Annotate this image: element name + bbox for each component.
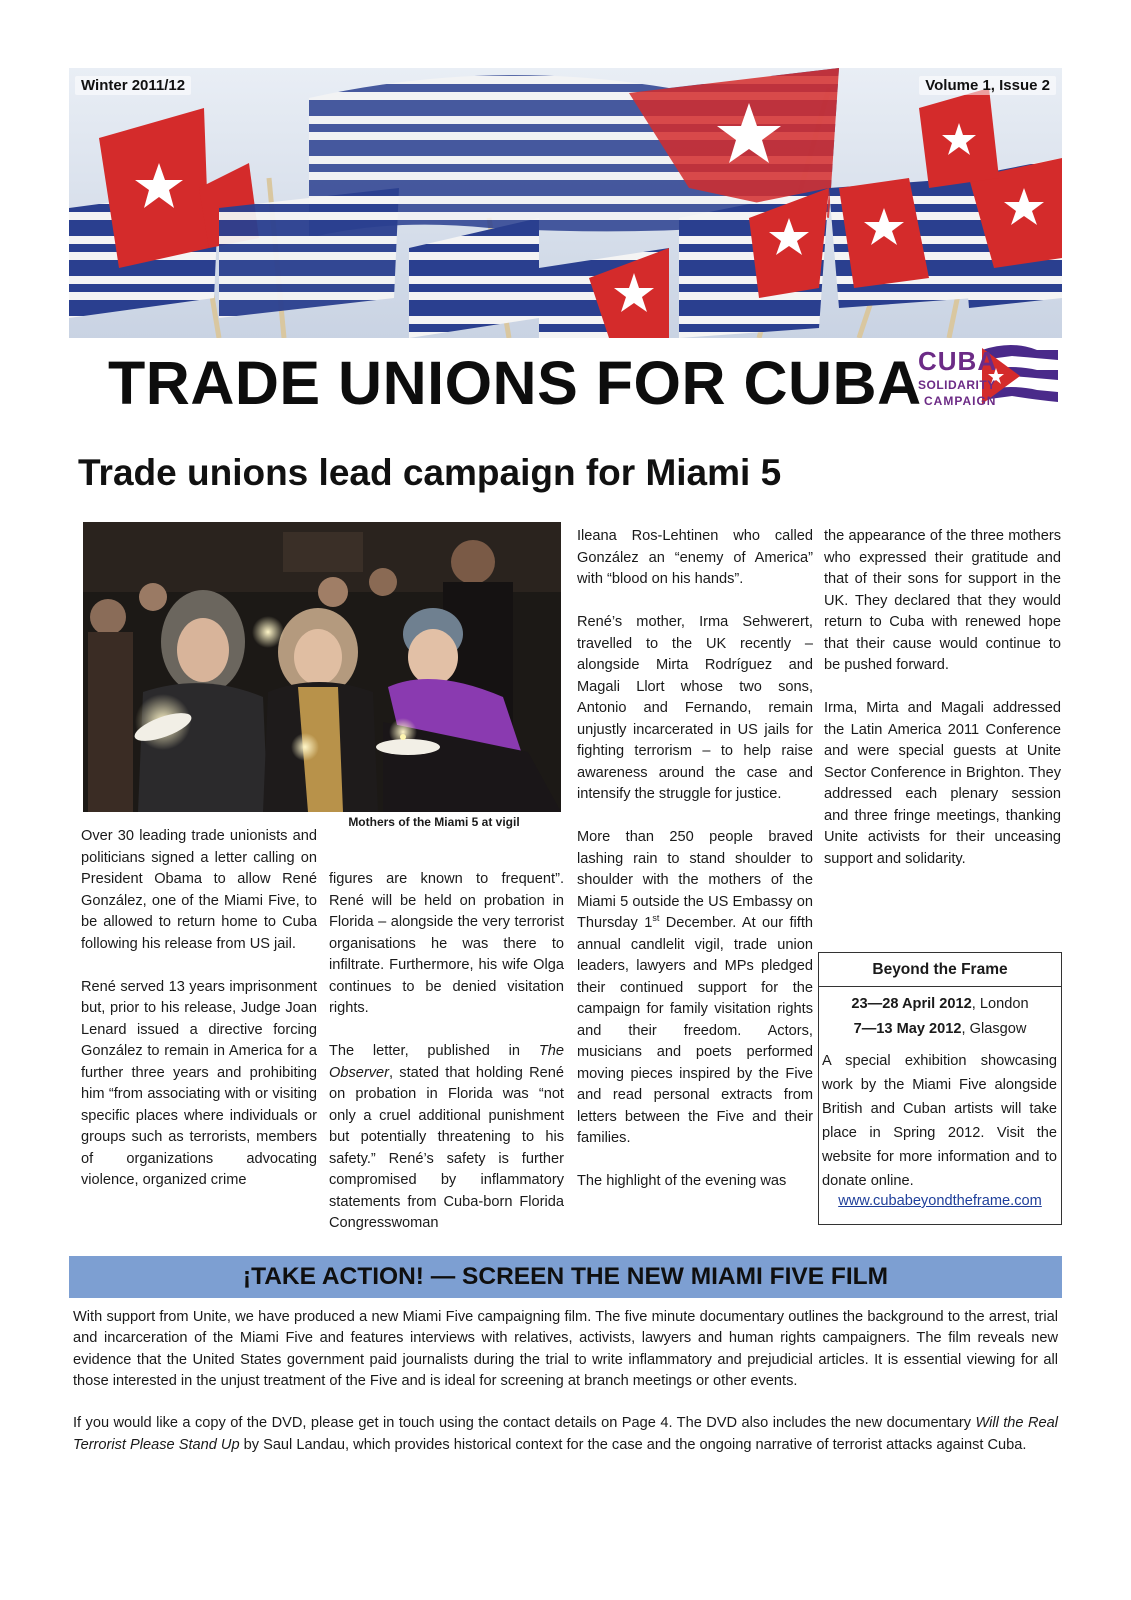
action-paragraph: With support from Unite, we have produced a new Miami Five campaigning film. The five minute documentary outlines the background to the arrest, trial and incarceration of the Miami Five and features interviews with relatives, activists, lawyers and human rights campaigners. The film reveals new evidence that the United States government paid journalists during the trial to write inflammatory and prejudicial articles. It is essential viewing for all those interested in the unjust treatment of the Five and is ideal for screening at branch meetings or other events. (73, 1309, 1058, 1389)
text-run: If you would like a copy of the DVD, please get in touch using the contact details on Page 4. The DVD also includes the new documentary (73, 1415, 976, 1432)
text-run: December. At our fifth annual candlelit vigil, trade union leaders, lawyers and MPs pledged their continued support for the campaign for family visitation rights and their freedom. Actors, musicians and poets performed moving pieces inspired by the Five and read personal extracts from letters between the Five and their families. (577, 915, 813, 1146)
website-link[interactable]: www.cubabeyondtheframe.com (838, 1193, 1042, 1209)
article-column-4 (824, 526, 1061, 870)
article-paragraph: René served 13 years imprisonment but, prior to his release, Judge Joan Lenard issued a directive forcing González to remain in America for a further three years and prohibiting him “from associating with or visiting specific places where individuals or groups such as terrorists, members of organizations advocating violence, organized crime (81, 978, 317, 1188)
publication-title: The Observer (329, 1043, 564, 1081)
action-paragraph (73, 1413, 1058, 1456)
beyond-the-frame-box (818, 952, 1062, 1225)
text-run: More than 250 people braved lashing rain to stand shoulder to shoulder with the mothers of the Miami 5 outside the US Embassy on Thursday 1 (577, 829, 813, 931)
article-paragraph: Irma, Mirta and Magali addressed the Latin America 2011 Conference and were special guests at Unite Sector Conference in Brighton. They addressed each plenary session and three fringe meetings, thanking Unite activists for their unceasing support and solidarity. (824, 700, 1061, 867)
article-paragraph (329, 1041, 564, 1235)
masthead-title: TRADE UNIONS FOR CUBA (108, 349, 922, 417)
issue-volume: Volume 1, Issue 2 (919, 76, 1056, 95)
article-column-3 (577, 526, 813, 1193)
logo-solidarity-text: SOLIDARITY (918, 378, 996, 392)
event-date-glasgow (819, 1021, 1061, 1037)
photo-caption-text: Mothers of the Miami 5 at vigil (348, 815, 520, 829)
event-city: , Glasgow (961, 1021, 1027, 1037)
take-action-body (73, 1307, 1058, 1477)
cuba-solidarity-logo (918, 338, 1058, 424)
article-paragraph: The highlight of the evening was (577, 1173, 787, 1189)
article-paragraph (577, 827, 813, 1150)
box-description: A special exhibition showcasing work by the Miami Five alongside British and Cuban artists will take place in Spring 2012. Visit the website for more information and to donate online. (822, 1053, 1057, 1189)
article-column-1 (81, 826, 317, 1192)
article-paragraph: Over 30 leading trade unionists and politicians signed a letter calling on President Obama to allow René González, one of the Miami Five, to be allowed to return home to Cuba following his release from US jail. (81, 828, 317, 952)
cuban-flags-illustration (69, 68, 1062, 338)
event-dates: 7—13 May 2012 (853, 1021, 962, 1037)
article-headline: Trade unions lead campaign for Miami 5 (78, 452, 782, 493)
logo-cuba-text: CUBA (918, 346, 998, 376)
text-run: , stated that holding René on probation in Florida was “not only a cruel additional punishment but potentially threatening to his safety.” René’s safety is further compromised by inflammatory statements from Cuba-born Florida Congresswoman (329, 1064, 564, 1231)
take-action-banner: ¡TAKE ACTION! — SCREEN THE NEW MIAMI FIVE FILM (69, 1256, 1062, 1298)
ordinal-suffix: st (652, 913, 660, 924)
vigil-photo (83, 522, 561, 812)
documentary-title: Will the Real Terrorist Please Stand Up (73, 1415, 1058, 1453)
event-date-london (819, 996, 1061, 1012)
article-paragraph: the appearance of the three mothers who expressed their gratitude and that of their sons for support in the UK. They declared that they would return to Cuba with renewed hope that their cause would continue to be pushed forward. (824, 528, 1061, 673)
box-title: Beyond the Frame (819, 953, 1061, 987)
article-paragraph: Ileana Ros-Lehtinen who called González an “enemy of America” with “blood on his hands”. (577, 528, 813, 587)
banner-image (69, 68, 1062, 338)
text-run: by Saul Landau, which provides historical context for the case and the ongoing narrative of terrorist attacks against Cuba. (239, 1436, 1027, 1453)
event-city: , London (971, 996, 1029, 1012)
article-column-2 (329, 869, 564, 1235)
issue-season: Winter 2011/12 (75, 76, 191, 95)
logo-campaign-text: CAMPAIGN (924, 394, 997, 408)
text-run: The letter, published in (329, 1043, 539, 1059)
article-paragraph: figures are known to frequent”. René will be held on probation in Florida – alongside the very terrorist organisations he was there to infiltrate. Furthermore, his wife Olga continues to be denied visitation rights. (329, 871, 564, 1016)
article-paragraph: René’s mother, Irma Sehwerert, travelled to the UK recently – alongside Mirta Rodríguez and Magali Llort whose two sons, Antonio and Fernando, remain unjustly incarcerated in US jails for fighting terrorism – to help raise awareness around the case and intensify the struggle for justice. (577, 614, 813, 802)
event-dates: 23—28 April 2012 (851, 996, 972, 1012)
vigil-photo-illustration (83, 522, 561, 812)
